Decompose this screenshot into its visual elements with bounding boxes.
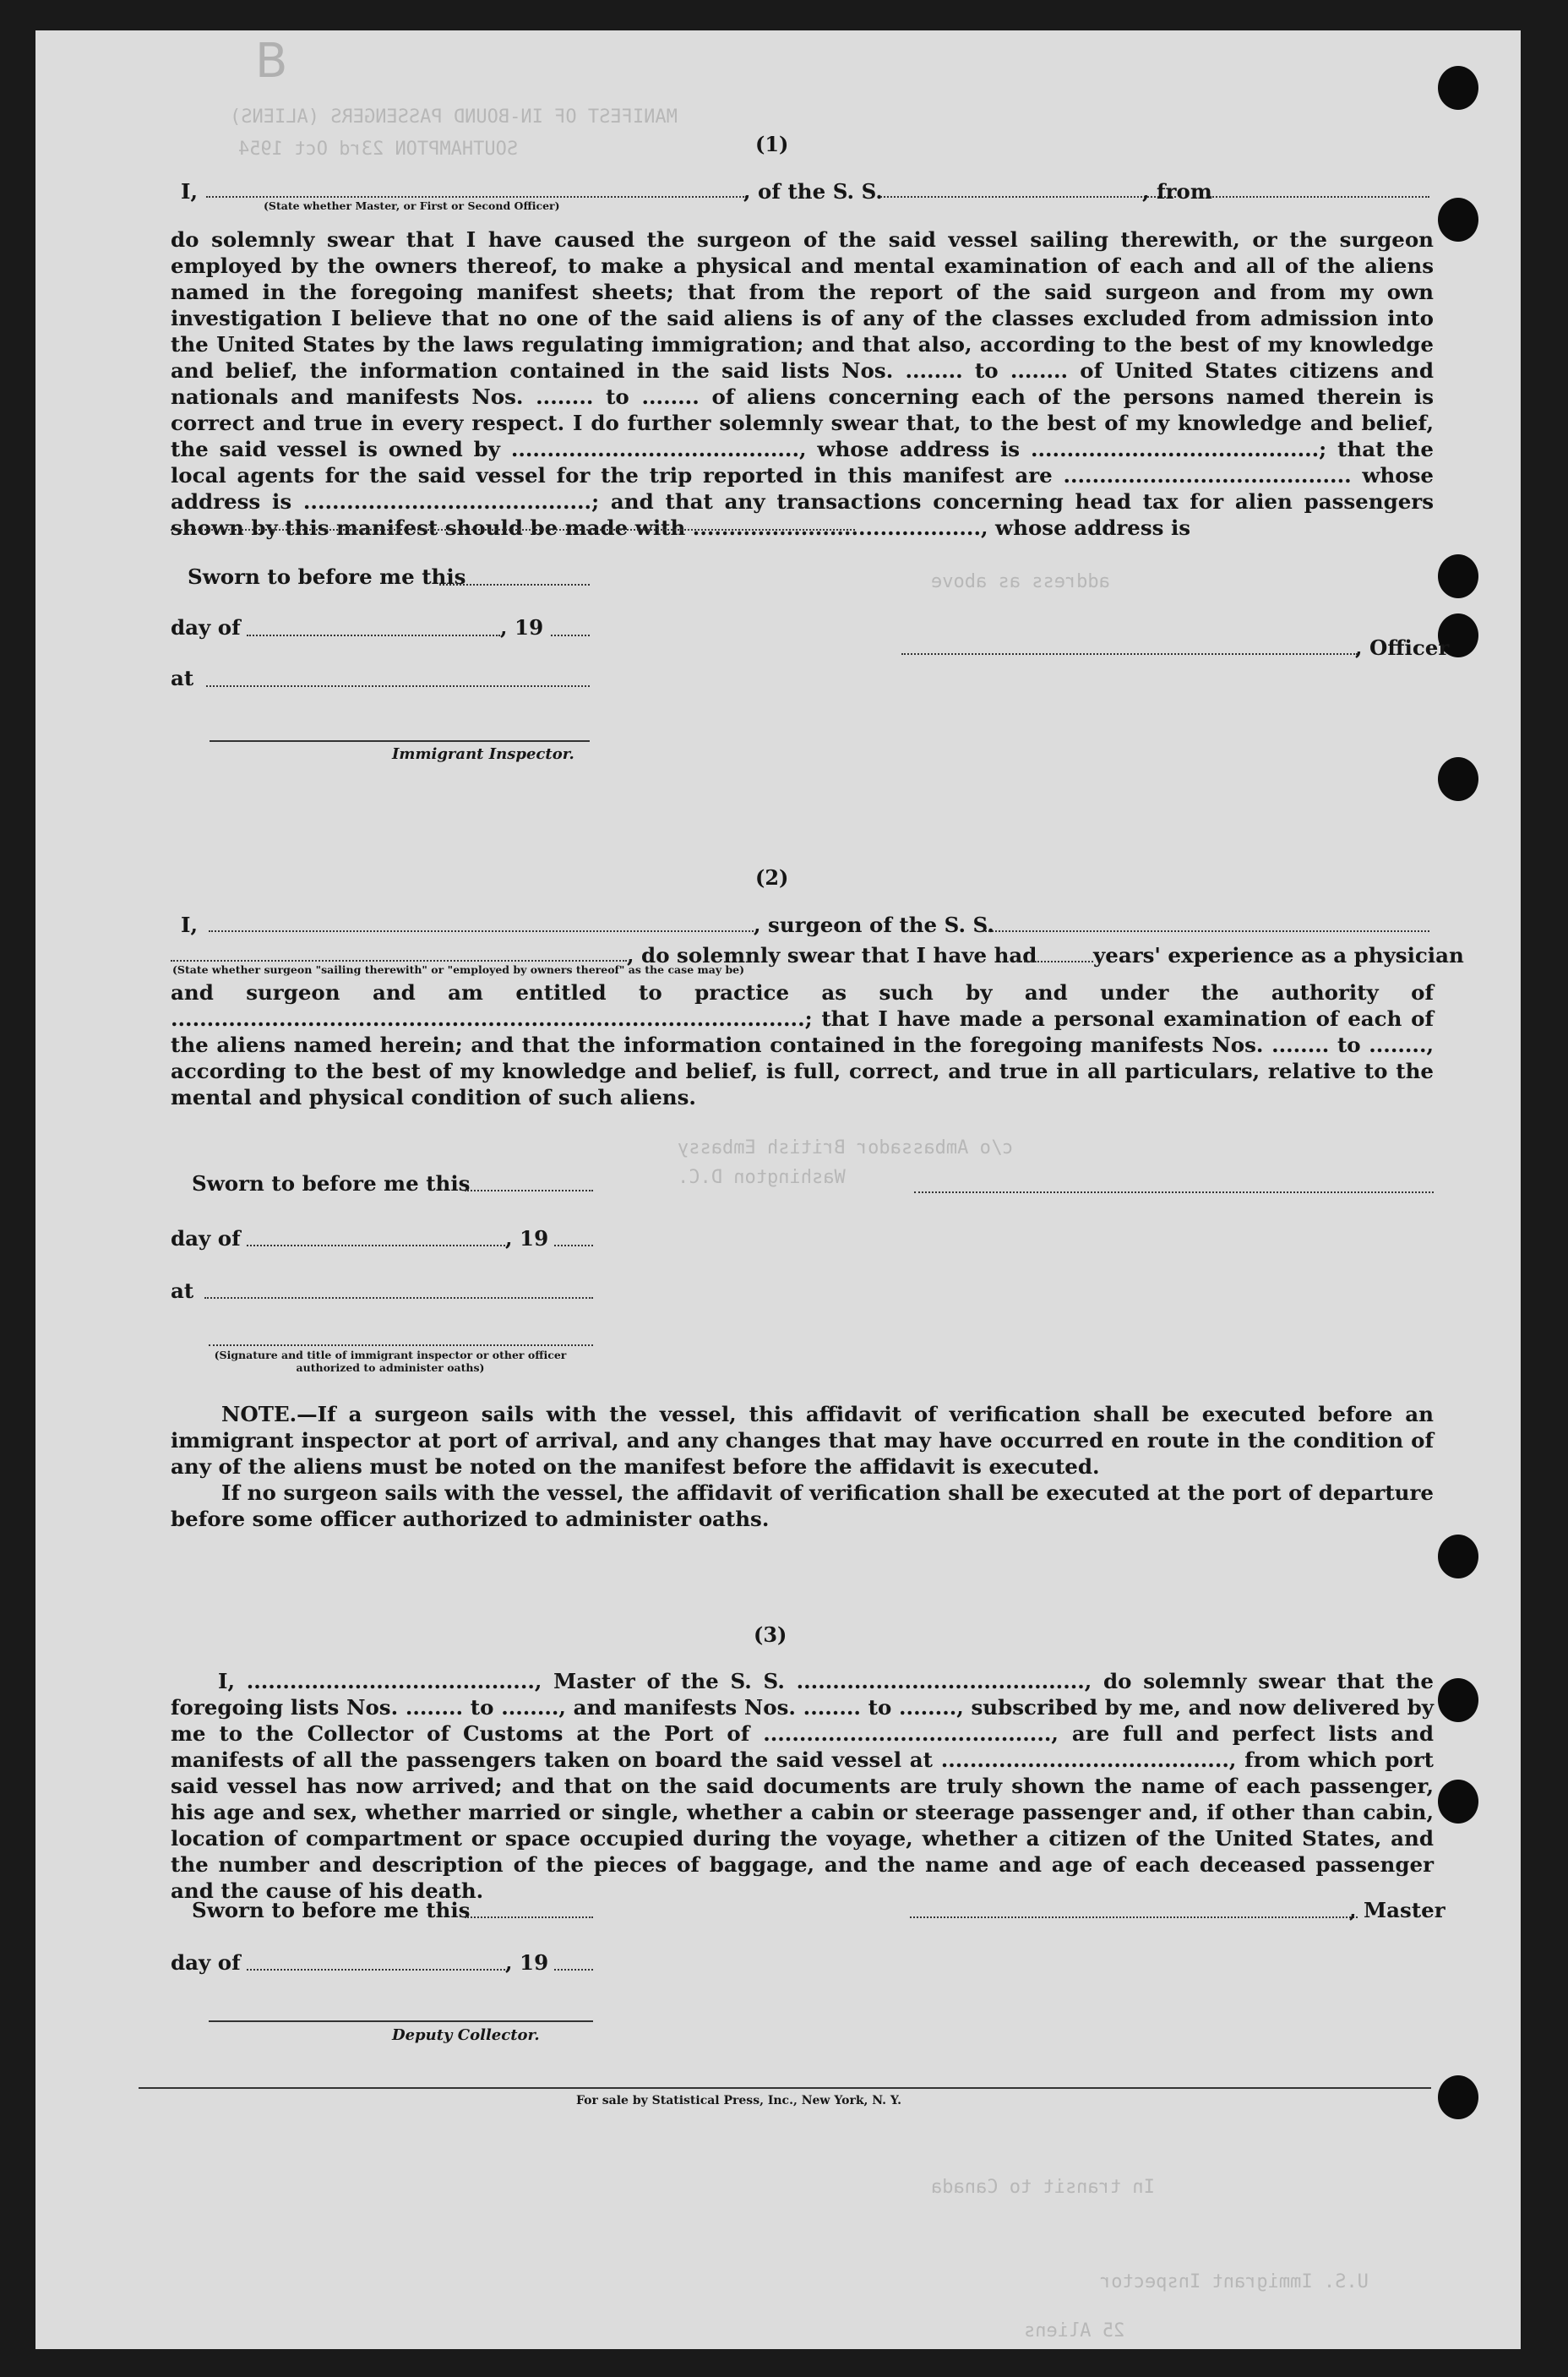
bleed-through-line: 25 Aliens xyxy=(1024,2320,1125,2342)
sworn-label-2: Sworn to before me this xyxy=(192,1171,471,1196)
immigrant-inspector-label: Immigrant Inspector. xyxy=(392,745,574,763)
officer-hint: (State whether Master, or First or Second Officer) xyxy=(264,199,560,212)
section-1-number: (1) xyxy=(755,132,789,156)
bleed-through-line: c/o Ambassador British Embassy xyxy=(678,1137,1014,1159)
section-2-right-blank xyxy=(914,1191,1434,1193)
surgeon-ship-blank xyxy=(982,930,1429,932)
at-label-1: at xyxy=(171,666,194,690)
master-label: , Master xyxy=(1349,1898,1446,1922)
section-1-body xyxy=(171,226,1434,541)
section-2-body-text: and surgeon and am entitled to practice as such by and under the authority of ........................................................................................; that I have made a personal examination of each of the aliens named herein; and that the information contained in the foregoing manifests Nos. ........ to ........, according to the best of my knowledge and belief, is full, correct, and true in all particulars, relative to the mental and physical condition of such aliens. xyxy=(171,980,1434,1109)
day-of-label-3: day of xyxy=(171,1950,241,1975)
at-label-2: at xyxy=(171,1278,194,1303)
from-label: , from xyxy=(1142,179,1212,204)
officer-label: , Officer xyxy=(1355,635,1450,660)
sworn-date-blank-1 xyxy=(439,584,590,586)
at-blank-2 xyxy=(204,1297,593,1299)
officer-signature-blank xyxy=(901,653,1358,655)
year-blank-3 xyxy=(554,1969,593,1971)
deputy-collector-label: Deputy Collector. xyxy=(392,2026,540,2044)
year-blank-1 xyxy=(551,635,590,636)
bleed-through-header: MANIFEST OF IN-BOUND PASSENGERS (ALIENS) xyxy=(230,106,678,128)
section-2-body xyxy=(171,979,1434,1110)
sworn-date-blank-3 xyxy=(465,1916,593,1918)
printer-footer: For sale by Statistical Press, Inc., New York, N. Y. xyxy=(576,2094,901,2107)
section-1-body-text: do solemnly swear that I have caused the surgeon of the said vessel sailing therewith, or the surgeon employed by the owners thereof, to make a physical and mental examination of each and all of the aliens named in the foregoing manifest sheets; that from the report of the said surgeon and from my own investigation I believe that no one of the said aliens is of any of the classes excluded from admission into the United States by the laws regulating immigration; and that also, according to the best of my knowledge and belief, the information contained in the said lists Nos. ........ to ........ of United States citizens and nationals and manifests Nos. ........ to ........ of aliens concerning each of the persons named therein is correct and true in every respect. I do further solemnly swear that, to the best of my knowledge and belief, the said vessel is owned by ........................................, whose address is ........................................; that the local agents for the said vessel for the trip reported in this manifest are ........................................ whose address is ........................................; and that any transactions concerning head tax for alien passengers shown by this manifest should be made with ........................................, whose address is xyxy=(171,227,1434,540)
section-1-i: I, xyxy=(181,179,198,204)
sworn-label-3: Sworn to before me this xyxy=(192,1898,471,1922)
master-signature-blank xyxy=(910,1916,1358,1918)
note-block xyxy=(171,1401,1434,1532)
punch-hole xyxy=(1438,757,1478,801)
year-label-2: , 19 xyxy=(505,1226,549,1251)
surgeon-hint: (State whether surgeon "sailing therewith" or "employed by owners thereof" as the case may be) xyxy=(172,963,745,976)
signature-hint-line-1: (Signature and title of immigrant inspector or other officer authorized to administer oaths) xyxy=(214,1349,567,1374)
note-para-2: If no surgeon sails with the vessel, the affidavit of verification shall be executed at the port of departure before some officer authorized to administer oaths. xyxy=(171,1480,1434,1531)
surgeon-name-blank xyxy=(209,930,754,932)
section-3-body-text: I, ........................................, Master of the S. S. ........................................, do solemnly swear that the foregoing lists Nos. ........ to ........, and manifests Nos. ........ to ........, subscribed by me, and now delivered by me to the Collector of Customs at the Port of ........................................, are full and perfect lists and manifests of all the passengers taken on board the said vessel at ........................................, from which port said vessel has now arrived; and that on the said documents are truly shown the name of each passenger, his age and sex, whether married or single, whether a cabin or steerage passenger and, if other than cabin, location of compartment or space occupied during the voyage, whether a citizen of the United States, and the number and description of the pieces of baggage, and the name and age of each deceased passenger and the cause of his death. xyxy=(171,1669,1434,1903)
swear-label: , do solemnly swear that I have had xyxy=(627,943,1037,968)
note-text-1: —If a surgeon sails with the vessel, this affidavit of verification shall be executed before an immigrant inspector at port of arrival, and any changes that may have occurred en route in the condition of any of the aliens must be noted on the manifest before the affidavit is executed. xyxy=(171,1402,1434,1479)
bleed-through-line: Washington D.C. xyxy=(678,1167,846,1188)
punch-hole xyxy=(1438,2075,1478,2119)
year-blank-2 xyxy=(554,1245,593,1246)
note-para-1 xyxy=(171,1401,1434,1480)
year-label-3: , 19 xyxy=(505,1950,549,1975)
day-blank-1 xyxy=(247,635,500,636)
from-port-blank xyxy=(1210,196,1429,198)
punch-hole xyxy=(1438,1535,1478,1578)
agent-address-blank xyxy=(171,529,855,531)
collector-signature-line xyxy=(209,2020,593,2022)
surgeon-of-label: , surgeon of the S. S. xyxy=(754,913,994,937)
section-3-number: (3) xyxy=(754,1622,787,1647)
day-of-label-2: day of xyxy=(171,1226,241,1251)
section-2-number: (2) xyxy=(755,865,789,890)
ship-name-blank xyxy=(880,196,1176,198)
footer-rule xyxy=(139,2087,1431,2089)
punch-hole xyxy=(1438,554,1478,598)
sworn-label-1: Sworn to before me this xyxy=(188,564,466,589)
day-blank-3 xyxy=(247,1969,509,1971)
bleed-through-line: U.S. Immigrant Inspector xyxy=(1100,2271,1369,2292)
years-label: years' experience as a physician xyxy=(1093,943,1464,968)
bleed-through-line: In transit to Canada xyxy=(931,2177,1155,2198)
surgeon-type-blank xyxy=(171,960,627,962)
year-label-1: , 19 xyxy=(500,615,544,640)
punch-hole xyxy=(1438,1678,1478,1722)
punch-hole xyxy=(1438,1780,1478,1824)
of-ss-label: , of the S. S. xyxy=(743,179,883,204)
section-2-i: I, xyxy=(181,913,198,937)
bleed-through-line: address as above xyxy=(931,571,1110,592)
signature-blank-2 xyxy=(209,1344,593,1346)
punch-hole xyxy=(1438,66,1478,110)
sworn-date-blank-2 xyxy=(465,1190,593,1191)
at-blank-1 xyxy=(206,685,590,687)
day-blank-2 xyxy=(247,1245,509,1246)
years-blank xyxy=(1017,961,1093,962)
section-3-body xyxy=(171,1668,1434,1904)
bleed-through-line: SOUTHAMPTON 23rd Oct 1954 xyxy=(238,139,519,160)
punch-hole xyxy=(1438,198,1478,242)
inspector-signature-line xyxy=(210,740,590,742)
stamp-mark: B xyxy=(255,34,288,89)
day-of-label-1: day of xyxy=(171,615,241,640)
manifest-affidavit-sheet xyxy=(35,30,1521,2349)
officer-name-blank xyxy=(206,196,747,198)
note-label: NOTE. xyxy=(221,1402,297,1426)
